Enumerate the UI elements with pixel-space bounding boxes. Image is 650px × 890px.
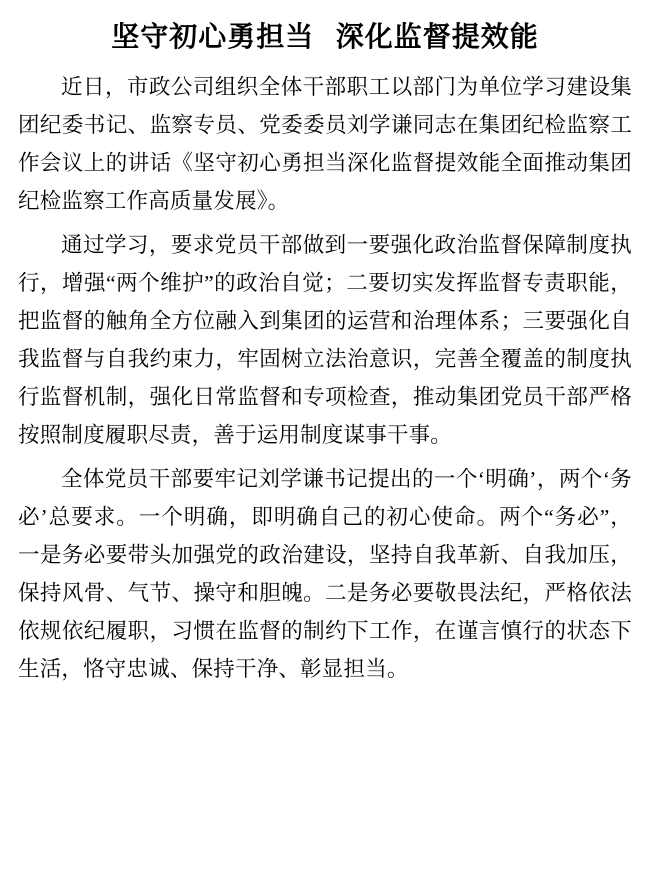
paragraph-1: 近日，市政公司组织全体干部职工以部门为单位学习建设集团纪委书记、监察专员、党委委员刘学谦同志在集团纪检监察工作会议上的讲话《坚守初心勇担当深化监督提效能全面推动集团纪检监察工作高质量发展》。 — [18, 74, 632, 213]
page-title: 坚守初心勇担当 深化监督提效能 — [111, 20, 539, 53]
paragraph-3: 全体党员干部要牢记刘学谦书记提出的一个‘明确’，两个‘务必’总要求。一个明确，即明确自己的初心使命。两个“务必”， 一是务必要带头加强党的政治建设，坚持自我革新、自我加压，保持风骨、气节、操守和胆魄。二是务必要敬畏法纪，严格依法依规依纪履职，习惯在监督的制约下工作，在谨言慎行的状态下生活，恪守忠诚、保持干净、彰显担当。 — [18, 466, 632, 681]
paragraph-2: 通过学习，要求党员干部做到一要强化政治监督保障制度执行，增强“两个维护”的政治自觉；二要切实发挥监督专责职能，把监督的触角全方位融入到集团的运营和治理体系；三要强化自我监督与自我约束力，牢固树立法治意识，完善全覆盖的制度执行监督机制，强化日常监督和专项检查，推动集团党员干部严格按照制度履职尽责，善于运用制度谋事干事。 — [18, 232, 632, 447]
